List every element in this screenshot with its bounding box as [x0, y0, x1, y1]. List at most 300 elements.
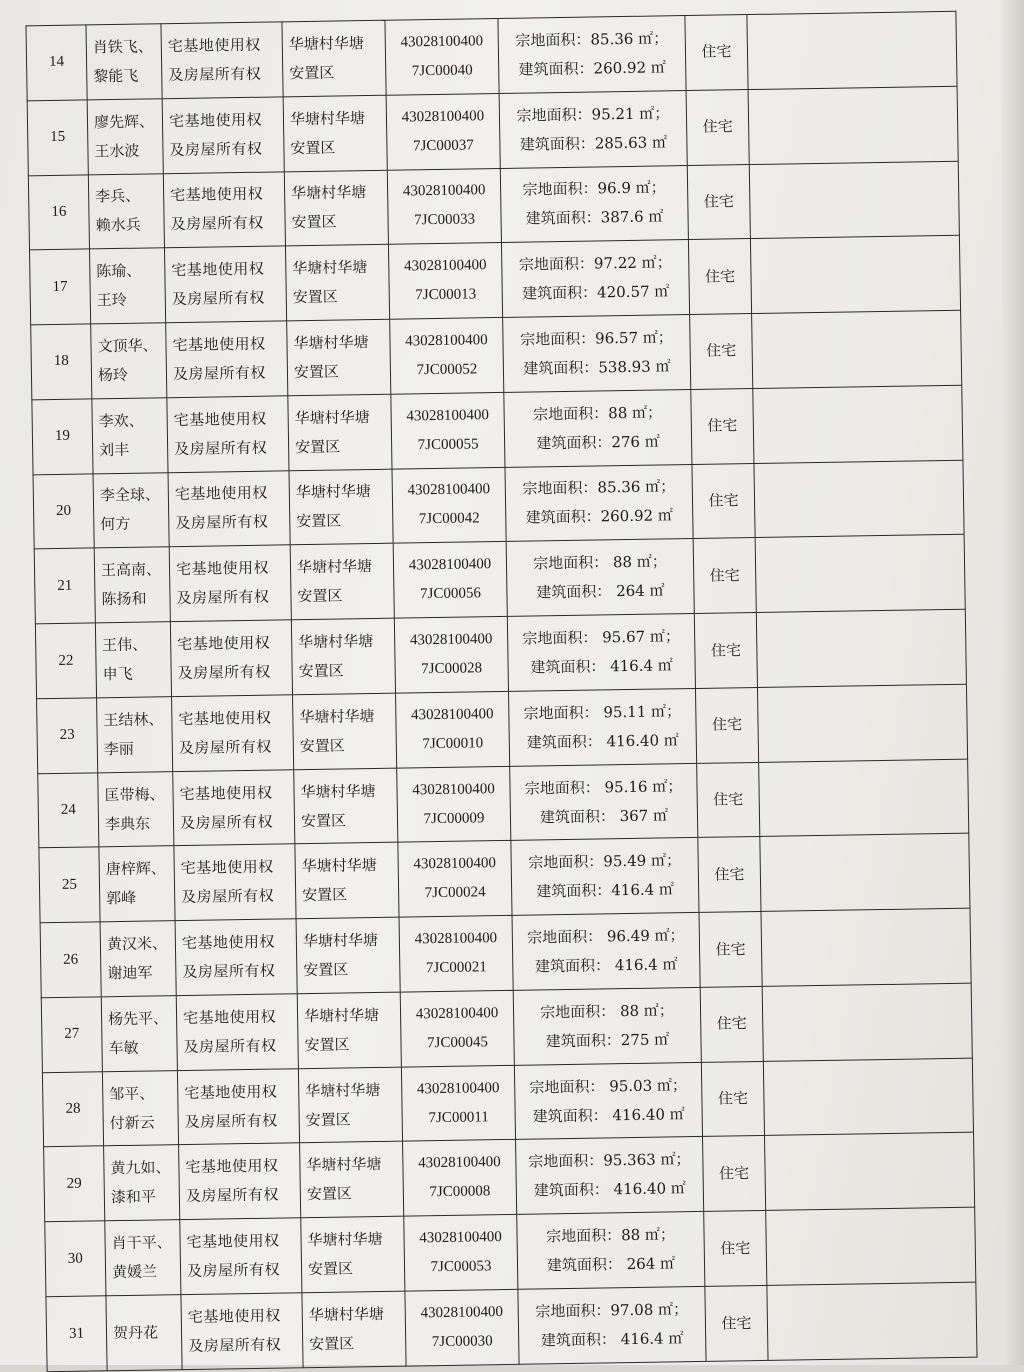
owner-name: 黄九如、 [110, 1158, 171, 1178]
area-cell [518, 1286, 706, 1364]
row-number: 20 [33, 473, 94, 549]
owner-names-cell [90, 248, 166, 324]
owner-name: 李丽 [103, 739, 135, 759]
right-type-line: 宅基地使用权 [187, 1306, 281, 1327]
usage-cell: 住宅 [695, 687, 758, 763]
area-line: 宗地面积：97.22 ㎡； [518, 253, 672, 274]
right-type-cell [161, 22, 283, 99]
location-line: 安置区 [291, 212, 337, 232]
area-line: 建筑面积：387.6 ㎡ [525, 207, 664, 228]
owner-name: 郭峰 [106, 889, 137, 908]
area-line: 宗地面积：96.9 ㎡； [522, 178, 666, 200]
parcel-code-line: 43028100400 [401, 107, 485, 126]
area-cell [507, 614, 695, 692]
usage-cell: 住宅 [688, 239, 751, 315]
owner-name: 李典东 [104, 814, 151, 833]
parcel-code-line: 7JC00008 [429, 1183, 491, 1201]
right-type-line: 宅基地使用权 [170, 185, 264, 205]
location-line: 华塘村华塘 [306, 1155, 382, 1175]
right-type-cell [168, 470, 290, 547]
owner-names-cell [95, 622, 171, 698]
owner-name: 申飞 [102, 664, 133, 684]
usage-cell: 住宅 [698, 837, 761, 913]
area-line: 建筑面积：260.92 ㎡ [525, 506, 674, 528]
location-cell [298, 1067, 402, 1143]
location-line: 华塘村华塘 [298, 632, 374, 652]
area-cell [511, 838, 699, 916]
row-number: 22 [35, 623, 96, 699]
right-type-cell [180, 1218, 302, 1295]
area-line: 建筑面积： 367 ㎡ [539, 805, 669, 826]
owner-names-cell [106, 1295, 182, 1371]
location-line: 安置区 [302, 885, 348, 905]
owner-names-cell [87, 99, 163, 175]
location-line: 安置区 [298, 661, 344, 681]
right-type-cell [173, 769, 295, 846]
owner-name: 王水波 [94, 141, 140, 160]
remarks-cell [755, 535, 965, 613]
location-line: 华塘村华塘 [299, 706, 375, 726]
right-type-line: 宅基地使用权 [180, 857, 274, 878]
right-type-line: 宅基地使用权 [173, 409, 267, 429]
right-type-line: 及房屋所有权 [184, 1111, 278, 1131]
area-line: 宗地面积： 96.49 ㎡； [526, 926, 685, 947]
parcel-code-line: 43028100400 [420, 1304, 504, 1322]
right-type-line: 及房屋所有权 [170, 214, 264, 234]
parcel-code-line: 7JC00021 [425, 959, 487, 977]
owner-name: 何方 [100, 515, 131, 534]
location-cell [287, 319, 391, 395]
area-cell [504, 389, 692, 467]
location-cell [301, 1216, 405, 1292]
right-type-line: 宅基地使用权 [182, 1007, 277, 1027]
location-line: 华塘村华塘 [307, 1230, 383, 1250]
usage-cell: 住宅 [701, 1061, 764, 1137]
owner-name: 赖水兵 [95, 216, 141, 235]
area-cell [512, 913, 700, 991]
parcel-code-line: 7JC00040 [411, 62, 473, 80]
right-type-line: 宅基地使用权 [167, 35, 261, 56]
paper-edge [1002, 0, 1024, 1365]
right-type-line: 及房屋所有权 [181, 886, 275, 907]
right-type-line: 及房屋所有权 [177, 662, 271, 683]
owner-name: 陈扬和 [101, 589, 147, 609]
table-body [26, 11, 977, 1371]
remarks-cell [750, 236, 960, 314]
location-line: 安置区 [289, 63, 335, 83]
area-line: 建筑面积： 416.40 ㎡ [533, 1179, 686, 1200]
location-cell [300, 1142, 404, 1218]
right-type-line: 宅基地使用权 [172, 334, 266, 355]
area-line: 宗地面积：97.08 ㎡； [535, 1300, 689, 1321]
row-number: 17 [30, 249, 91, 325]
owner-name: 李全球、 [99, 485, 161, 505]
remarks-cell [749, 161, 959, 239]
area-cell [510, 763, 698, 841]
area-cell [498, 16, 686, 94]
area-line: 宗地面积：96.57 ㎡； [519, 328, 673, 349]
location-line: 安置区 [292, 287, 338, 307]
owner-name: 谢迪军 [107, 963, 153, 983]
owner-name: 廖先辉、 [93, 112, 155, 131]
row-number: 27 [41, 997, 102, 1073]
parcel-code-line: 7JC00010 [422, 735, 484, 753]
right-type-line: 及房屋所有权 [188, 1335, 282, 1356]
location-cell [294, 768, 398, 844]
parcel-code-line: 43028100400 [408, 556, 492, 574]
parcel-code-line: 43028100400 [410, 705, 494, 724]
location-line: 华塘村华塘 [295, 482, 371, 502]
right-type-cell [177, 1068, 299, 1145]
right-type-line: 及房屋所有权 [176, 587, 270, 608]
right-type-cell [170, 620, 292, 697]
parcel-code-line: 7JC00055 [417, 436, 479, 453]
owner-name: 肖铁飞、 [92, 37, 153, 57]
location-line: 华塘村华塘 [296, 557, 373, 577]
location-line: 安置区 [307, 1259, 354, 1279]
owner-name: 黄媛兰 [111, 1262, 158, 1282]
location-line: 安置区 [296, 511, 342, 531]
right-type-line: 宅基地使用权 [175, 558, 270, 579]
usage-cell: 住宅 [700, 986, 763, 1062]
parcel-code-cell [396, 691, 510, 768]
location-line: 安置区 [294, 437, 341, 456]
right-type-line: 及房屋所有权 [168, 64, 262, 85]
owner-name: 文顶华、 [97, 336, 158, 356]
owner-name: 黄汉米、 [106, 934, 168, 954]
parcel-code-line: 7JC00009 [423, 809, 485, 827]
usage-cell: 住宅 [691, 388, 754, 464]
area-line: 建筑面积：420.57 ㎡ [521, 282, 670, 303]
area-cell [499, 90, 687, 168]
location-line: 安置区 [297, 586, 343, 606]
owner-name: 黎能飞 [93, 66, 139, 86]
usage-cell: 住宅 [692, 463, 755, 539]
usage-cell: 住宅 [694, 613, 757, 689]
area-cell [500, 165, 688, 243]
area-line: 宗地面积：85.36 ㎡； [522, 477, 676, 499]
owner-name: 唐梓辉、 [105, 859, 166, 879]
row-number: 19 [32, 399, 93, 475]
owner-names-cell [104, 1145, 180, 1221]
right-type-line: 宅基地使用权 [177, 633, 271, 654]
location-line: 安置区 [300, 810, 347, 830]
location-cell [283, 95, 387, 171]
area-line: 建筑面积： 416.4 ㎡ [530, 656, 673, 677]
remarks-cell [765, 1133, 975, 1211]
location-line: 华塘村华塘 [303, 1005, 380, 1025]
right-type-cell [181, 1293, 303, 1370]
right-type-cell [174, 844, 296, 921]
location-line: 华塘村华塘 [308, 1304, 384, 1325]
location-cell [290, 544, 394, 620]
owner-names-cell [91, 323, 167, 399]
parcel-code-line: 43028100400 [412, 780, 495, 798]
parcel-code-line: 43028100400 [413, 855, 497, 873]
location-cell [302, 1291, 406, 1368]
parcel-code-line: 7JC00052 [416, 361, 478, 379]
right-type-line: 宅基地使用权 [186, 1231, 280, 1252]
right-type-line: 及房屋所有权 [186, 1260, 281, 1281]
owner-names-cell [88, 173, 164, 249]
parcel-code-cell [397, 766, 511, 843]
parcel-code-cell [390, 317, 504, 394]
area-line: 宗地面积：85.36 ㎡； [515, 29, 669, 50]
location-line: 华塘村华塘 [305, 1080, 381, 1100]
right-type-cell [166, 321, 288, 398]
right-type-line: 宅基地使用权 [181, 932, 276, 953]
area-cell [501, 240, 689, 318]
parcel-code-line: 7JC00030 [431, 1333, 493, 1351]
area-line: 宗地面积：95.49 ㎡； [528, 851, 682, 872]
area-line: 建筑面积：416.4 ㎡ [536, 880, 675, 901]
location-line: 华塘村华塘 [294, 407, 370, 427]
location-line: 华塘村华塘 [301, 856, 377, 876]
parcel-code-cell [391, 392, 505, 469]
row-number: 16 [28, 174, 89, 250]
location-line: 安置区 [299, 736, 345, 755]
parcel-code-line: 7JC00013 [415, 286, 477, 304]
location-cell [295, 843, 399, 919]
location-line: 华塘村华塘 [289, 108, 366, 128]
parcel-code-line: 7JC00011 [428, 1108, 489, 1126]
usage-cell: 住宅 [703, 1136, 766, 1212]
parcel-code-line: 7JC00024 [424, 884, 486, 902]
area-cell [517, 1212, 705, 1290]
parcel-code-line: 7JC00042 [418, 510, 480, 528]
area-cell [514, 1062, 702, 1140]
row-number: 18 [31, 324, 92, 400]
right-type-line: 及房屋所有权 [171, 288, 265, 309]
row-number: 31 [46, 1296, 107, 1372]
parcel-code-cell [400, 990, 514, 1067]
location-line: 安置区 [304, 1035, 350, 1054]
parcel-code-cell [399, 916, 513, 993]
parcel-code-cell [385, 18, 499, 95]
owner-name: 匡带梅、 [104, 784, 165, 804]
owner-name: 李欢、 [98, 411, 144, 430]
right-type-line: 宅基地使用权 [174, 484, 269, 504]
right-type-line: 及房屋所有权 [169, 139, 263, 159]
remarks-cell [763, 1058, 973, 1136]
owner-names-cell [105, 1220, 181, 1296]
location-line: 华塘村华塘 [300, 781, 376, 801]
right-type-line: 宅基地使用权 [168, 110, 263, 130]
location-line: 华塘村华塘 [293, 332, 369, 353]
parcel-code-line: 43028100400 [414, 930, 498, 948]
parcel-code-cell [405, 1289, 519, 1366]
row-number: 24 [38, 773, 99, 849]
location-cell [285, 245, 389, 321]
area-line: 建筑面积：276 ㎡ [536, 432, 660, 453]
area-line: 建筑面积： 416.4 ㎡ [540, 1329, 684, 1350]
parcel-code-line: 7JC00037 [412, 137, 474, 154]
owner-name: 肖干平、 [111, 1233, 172, 1253]
usage-cell: 住宅 [690, 314, 753, 390]
area-cell [516, 1137, 704, 1215]
parcel-code-line: 7JC00033 [414, 211, 476, 229]
right-type-cell [176, 994, 298, 1071]
right-type-line: 及房屋所有权 [178, 737, 272, 757]
right-type-line: 及房屋所有权 [183, 1036, 277, 1056]
right-type-line: 宅基地使用权 [171, 259, 265, 280]
remarks-cell [757, 684, 967, 762]
location-line: 华塘村华塘 [302, 931, 379, 951]
owner-names-cell [98, 771, 174, 847]
owner-name: 李兵、 [95, 187, 141, 206]
parcel-code-cell [398, 841, 512, 918]
area-cell [506, 539, 694, 617]
owner-names-cell [92, 398, 168, 474]
remarks-cell [761, 908, 971, 986]
right-type-line: 及房屋所有权 [174, 438, 268, 458]
area-line: 建筑面积： 264 ㎡ [536, 581, 665, 602]
owner-names-cell [101, 996, 177, 1072]
right-type-line: 及房屋所有权 [179, 812, 274, 832]
area-line: 宗地面积：95.363 ㎡； [528, 1150, 691, 1171]
owner-name: 刘丰 [99, 440, 130, 459]
owner-names-cell [86, 24, 162, 100]
area-cell [503, 315, 691, 393]
owner-name: 王玲 [96, 291, 127, 310]
parcel-code-cell [404, 1215, 518, 1292]
usage-cell: 住宅 [705, 1285, 768, 1361]
parcel-code-line: 43028100400 [407, 481, 491, 499]
row-number: 21 [34, 548, 95, 624]
owner-name: 王结林、 [103, 710, 164, 730]
area-line: 建筑面积： 264 ㎡ [546, 1254, 676, 1275]
parcel-code-cell [394, 617, 508, 694]
right-type-cell [175, 919, 297, 996]
location-line: 安置区 [305, 1110, 351, 1129]
owner-names-cell [93, 472, 169, 548]
remarks-cell [748, 86, 958, 164]
area-line: 建筑面积： 416.4 ㎡ [534, 955, 678, 976]
row-number: 23 [37, 698, 98, 774]
right-type-cell [163, 171, 285, 248]
area-line: 宗地面积： 88 ㎡； [540, 1001, 674, 1022]
right-type-line: 宅基地使用权 [184, 1082, 278, 1102]
area-line: 宗地面积： 88 ㎡； [533, 552, 667, 573]
row-number: 28 [42, 1072, 103, 1148]
area-line: 建筑面积：285.63 ㎡ [519, 132, 668, 154]
parcel-code-cell [386, 93, 500, 170]
table-row [46, 1282, 977, 1372]
area-line: 宗地面积：95.21 ㎡； [516, 103, 670, 125]
owner-name: 邹平、 [109, 1084, 155, 1103]
remarks-cell [760, 834, 970, 912]
location-cell [297, 992, 401, 1068]
usage-cell: 住宅 [686, 89, 749, 165]
owner-names-cell [100, 921, 176, 997]
parcel-code-line: 43028100400 [409, 631, 493, 649]
owner-name: 漆和平 [110, 1187, 157, 1207]
owner-names-cell [99, 846, 175, 922]
remarks-cell [747, 11, 957, 89]
area-line: 建筑面积：538.93 ㎡ [523, 357, 671, 378]
row-number: 30 [45, 1221, 106, 1297]
remarks-cell [756, 609, 966, 687]
right-type-cell [167, 396, 289, 473]
row-number: 26 [40, 922, 101, 998]
location-cell [284, 170, 388, 246]
usage-cell: 住宅 [697, 762, 760, 838]
parcel-code-line: 7JC00056 [419, 585, 482, 603]
right-type-cell [162, 97, 284, 174]
right-type-line: 及房屋所有权 [175, 513, 269, 533]
area-line: 建筑面积： 416.40 ㎡ [532, 1104, 685, 1126]
remarks-cell [752, 310, 962, 388]
location-line: 安置区 [303, 960, 349, 980]
parcel-code-line: 43028100400 [402, 182, 486, 200]
usage-cell: 住宅 [699, 912, 762, 988]
area-line: 建筑面积：260.92 ㎡ [518, 58, 666, 79]
location-cell [282, 20, 386, 96]
area-line: 建筑面积： 416.40 ㎡ [526, 730, 679, 752]
remarks-cell [753, 385, 963, 463]
area-line: 宗地面积： 95.67 ㎡； [522, 627, 681, 648]
owner-name: 贺丹花 [112, 1322, 159, 1342]
parcel-code-line: 43028100400 [405, 332, 488, 350]
area-line: 宗地面积：88 ㎡； [533, 403, 663, 424]
parcel-code-line: 43028100400 [419, 1229, 502, 1247]
location-line: 华塘村华塘 [288, 33, 364, 54]
right-type-line: 宅基地使用权 [179, 783, 273, 803]
right-type-cell [179, 1143, 301, 1220]
area-line: 宗地面积：88 ㎡； [545, 1225, 676, 1246]
area-line: 宗地面积： 95.16 ㎡； [524, 776, 683, 798]
location-cell [296, 917, 400, 993]
parcel-code-line: 7JC00028 [421, 660, 483, 678]
location-line: 安置区 [309, 1334, 355, 1354]
remarks-cell [766, 1207, 976, 1285]
location-line: 安置区 [290, 138, 336, 157]
area-line: 宗地面积： 95.03 ㎡； [529, 1075, 688, 1097]
parcel-code-cell [387, 168, 501, 245]
right-type-line: 及房屋所有权 [182, 961, 276, 982]
parcel-code-cell [393, 542, 507, 619]
owner-name: 王伟、 [102, 635, 148, 655]
property-rights-table [25, 11, 977, 1372]
owner-name: 王高南、 [100, 560, 162, 580]
owner-name: 车敏 [108, 1038, 139, 1058]
location-line: 安置区 [293, 362, 340, 382]
parcel-code-cell [401, 1065, 515, 1142]
right-type-cell [169, 545, 291, 622]
right-type-line: 及房屋所有权 [185, 1185, 280, 1206]
usage-cell: 住宅 [687, 164, 750, 240]
parcel-code-cell [392, 467, 506, 544]
location-line: 华塘村华塘 [291, 183, 367, 203]
right-type-cell [164, 246, 286, 323]
parcel-code-line: 43028100400 [416, 1079, 500, 1097]
row-number: 29 [44, 1146, 105, 1222]
owner-names-cell [97, 697, 173, 773]
right-type-cell [172, 695, 294, 772]
parcel-code-line: 43028100400 [400, 33, 484, 51]
remarks-cell [767, 1282, 977, 1360]
parcel-code-line: 43028100400 [415, 1004, 499, 1023]
location-line: 安置区 [306, 1184, 353, 1204]
owner-name: 陈瑜、 [96, 261, 142, 281]
usage-cell: 住宅 [685, 15, 748, 91]
parcel-code-cell [388, 243, 502, 320]
right-type-line: 宅基地使用权 [178, 708, 272, 728]
remarks-cell [762, 983, 972, 1061]
area-cell [513, 987, 701, 1065]
parcel-code-line: 43028100400 [406, 406, 490, 425]
owner-name: 杨先平、 [107, 1009, 169, 1029]
